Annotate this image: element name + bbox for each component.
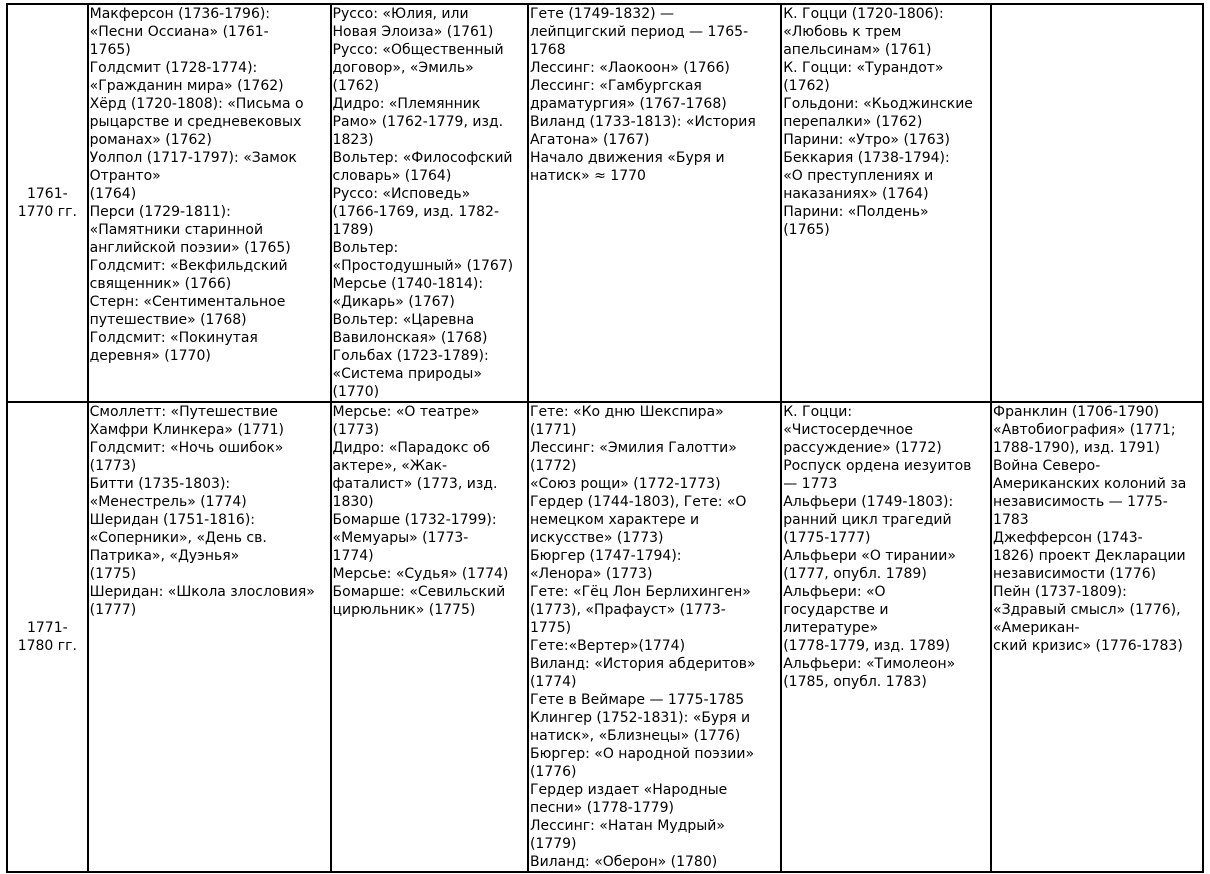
french-literature-cell xyxy=(331,4,528,402)
cell-text-line: Война Северо- xyxy=(993,458,1101,474)
cell-text-line: «Соперники», «День св. xyxy=(89,530,267,546)
cell-text-line: К. Гоцци (1720-1806): xyxy=(783,6,944,22)
cell-text-line: Бюргер: «О народной поэзии» xyxy=(529,746,755,762)
cell-text-line: 1830) xyxy=(332,494,374,510)
cell-text-line: — 1773 xyxy=(783,476,838,492)
cell-text-line: Альфьери «О тирании» xyxy=(783,548,956,564)
cell-text-line: Бомарше (1732-1799): xyxy=(332,512,497,528)
cell-text-line: «Здравый смысл» (1776), xyxy=(993,602,1181,618)
cell-text-line: 1826) проект Декларации xyxy=(993,548,1186,564)
cell-text-line: (1778-1779, изд. 1789) xyxy=(783,638,951,654)
cell-text-line: 1783 xyxy=(993,512,1029,528)
table-row-1771-1780 xyxy=(7,402,1203,872)
cell-text-line: ский кризис» (1776-1783) xyxy=(993,638,1183,654)
cell-text-line: Гете: «Ко дню Шекспира» xyxy=(529,404,724,420)
american-literature-cell xyxy=(991,4,1203,402)
cell-text-line: К. Гоцци: «Турандот» xyxy=(783,60,944,76)
cell-text-line: «О преступлениях и xyxy=(783,168,934,184)
cell-text-line: Голдсмит: «Ночь ошибок» xyxy=(89,440,284,456)
german-literature-cell xyxy=(528,4,781,402)
cell-text-line: (1764) xyxy=(89,186,137,202)
cell-text-line: литературе» xyxy=(783,620,879,636)
period-line: 1780 гг. xyxy=(17,638,77,654)
cell-text-line: Лессинг: «Натан Мудрый» xyxy=(529,818,725,834)
cell-text-line: Перси (1729-1811): xyxy=(89,204,231,220)
cell-text-line: Вольтер: xyxy=(332,240,399,256)
cell-text-line: Пейн (1737-1809): xyxy=(993,584,1127,600)
cell-text-line: Голдсмит (1728-1774): xyxy=(89,60,258,76)
cell-text-line: рыцарстве и средневековых xyxy=(89,114,302,130)
cell-text-line: «Простодушный» (1767) xyxy=(332,258,514,274)
cell-text-line: Начало движения «Буря и xyxy=(529,150,725,166)
cell-text-line: (1774) xyxy=(529,674,577,690)
cell-text-line: «Ленора» (1773) xyxy=(529,566,653,582)
cell-text-line: Альфьери (1749-1803): xyxy=(783,494,954,510)
cell-text-line: 1774) xyxy=(332,548,374,564)
cell-text-line: Франклин (1706-1790) xyxy=(993,404,1160,420)
cell-text-line: (1762) xyxy=(783,78,830,94)
cell-text-line: (1775-1777) xyxy=(783,530,871,546)
cell-text-line: путешествие» (1768) xyxy=(89,312,247,328)
cell-text-line: «Автобиография» (1771; xyxy=(993,422,1176,438)
cell-text-line: (1762) xyxy=(332,78,380,94)
cell-text-line: Виланд: «Оберон» (1780) xyxy=(529,854,718,870)
cell-text-line: романах» (1762) xyxy=(89,132,212,148)
italian-literature-cell xyxy=(781,4,991,402)
cell-text-line: Гете в Веймаре — 1775-1785 xyxy=(529,692,745,708)
cell-text-line: Агатона» (1767) xyxy=(529,132,650,148)
cell-text-line: 1775) xyxy=(529,620,572,636)
cell-text-line: фаталист» (1773, изд. xyxy=(332,476,498,492)
cell-text-line: рассуждение» (1772) xyxy=(783,440,942,456)
cell-text-line: натиск», «Близнецы» (1776) xyxy=(529,728,741,744)
period-line: 1761- xyxy=(26,186,68,202)
cell-text-line: Парини: «Полдень» xyxy=(783,204,929,220)
cell-text-line: Парини: «Утро» (1763) xyxy=(783,132,951,148)
cell-text-line: договор», «Эмиль» xyxy=(332,60,474,76)
cell-text-line: словарь» (1764) xyxy=(332,168,452,184)
chronology-table xyxy=(6,3,1204,873)
cell-text-line: Гердер издает «Народные xyxy=(529,782,728,798)
cell-text-line: «Дикарь» (1767) xyxy=(332,294,455,310)
cell-text-line: ранний цикл трагедий xyxy=(783,512,952,528)
cell-text-line: Гете:«Вертер»(1774) xyxy=(529,638,686,654)
cell-text-line: перепалки» (1762) xyxy=(783,114,923,130)
cell-text-line: драматургия» (1767-1768) xyxy=(529,96,727,112)
cell-text-line: Альфьери: «Тимолеон» xyxy=(783,656,956,672)
cell-text-line: (1773) xyxy=(332,422,380,438)
cell-text-line: (1771) xyxy=(529,422,577,438)
cell-text-line: Клингер (1752-1831): «Буря и xyxy=(529,710,751,726)
cell-text-line: (1775) xyxy=(89,566,137,582)
cell-text-line: Смоллетт: «Путешествие xyxy=(89,404,278,420)
period-cell xyxy=(7,402,88,872)
period-line: 1770 гг. xyxy=(17,204,77,220)
cell-text-line: Шеридан: «Школа злословия» xyxy=(89,584,315,600)
cell-text-line: «Памятники старинной xyxy=(89,222,264,238)
cell-text-line: деревня» (1770) xyxy=(89,348,211,364)
cell-text-line: Стерн: «Сентиментальное xyxy=(89,294,286,310)
cell-text-line: Мерсье: «Судья» (1774) xyxy=(332,566,509,582)
cell-text-line: К. Гоцци: xyxy=(783,404,853,420)
cell-text-line: (1766-1769, изд. 1782- xyxy=(332,204,500,220)
cell-text-line: «Чистосердечное xyxy=(783,422,913,438)
cell-text-line: «Мемуары» (1773- xyxy=(332,530,469,546)
cell-text-line: апельсинам» (1761) xyxy=(783,42,932,58)
cell-text-line: 1788-1790), изд. 1791) xyxy=(993,440,1160,456)
cell-text-line: Гете: «Гёц Лон Берлихинген» xyxy=(529,584,751,600)
cell-text-line: Патрика», «Дуэнья» xyxy=(89,548,240,564)
cell-text-line: (1773), «Прафауст» (1773- xyxy=(529,602,726,618)
cell-text-line: Хамфри Клинкера» (1771) xyxy=(89,422,285,438)
cell-text-line: (1772) xyxy=(529,458,577,474)
cell-text-line: Американских колоний за xyxy=(993,476,1187,492)
cell-text-line: Вольтер: «Царевна xyxy=(332,312,475,328)
cell-text-line: 1823) xyxy=(332,132,374,148)
cell-text-line: английской поэзии» (1765) xyxy=(89,240,291,256)
cell-text-line: (1777) xyxy=(89,602,137,618)
cell-text-line: 1768 xyxy=(529,42,566,58)
cell-text-line: Гете (1749-1832) — xyxy=(529,6,675,22)
cell-text-line: Рамо» (1762-1779, изд. xyxy=(332,114,504,130)
cell-text-line: Новая Элоиза» (1761) xyxy=(332,24,494,40)
cell-text-line: Руссо: «Исповедь» xyxy=(332,186,471,202)
american-literature-cell xyxy=(991,402,1203,872)
cell-text-line: 1765) xyxy=(89,42,131,58)
italian-literature-cell xyxy=(781,402,991,872)
period-cell xyxy=(7,4,88,402)
cell-text-line: Гердер (1744-1803), Гете: «О xyxy=(529,494,747,510)
cell-text-line: (1776) xyxy=(529,764,577,780)
cell-text-line: Виланд: «История абдеритов» xyxy=(529,656,756,672)
cell-text-line: Уолпол (1717-1797): «Замок xyxy=(89,150,297,166)
cell-text-line: государстве и xyxy=(783,602,889,618)
period-line: 1771- xyxy=(26,620,68,636)
cell-text-line: Голдсмит: «Векфильдский xyxy=(89,258,288,274)
cell-text-line: «Американ- xyxy=(993,620,1080,636)
english-literature-cell xyxy=(88,4,331,402)
cell-text-line: «Менестрель» (1774) xyxy=(89,494,247,510)
cell-text-line: (1777, опубл. 1789) xyxy=(783,566,927,582)
cell-text-line: Лессинг: «Гамбургская xyxy=(529,78,702,94)
cell-text-line: Лессинг: «Лаокоон» (1766) xyxy=(529,60,730,76)
cell-text-line: Альфьери: «О xyxy=(783,584,886,600)
cell-text-line: Роспуск ордена иезуитов xyxy=(783,458,972,474)
cell-text-line: «Система природы» xyxy=(332,366,482,382)
cell-text-line: Мерсье: «О театре» xyxy=(332,404,480,420)
french-literature-cell xyxy=(331,402,528,872)
cell-text-line: натиск» ≈ 1770 xyxy=(529,168,646,184)
cell-text-line: Голдсмит: «Покинутая xyxy=(89,330,258,346)
cell-text-line: Хёрд (1720-1808): «Письма о xyxy=(89,96,304,112)
cell-text-line: независимость — 1775- xyxy=(993,494,1168,510)
cell-text-line: Вавилонская» (1768) xyxy=(332,330,488,346)
cell-text-line: «Любовь к трем xyxy=(783,24,902,40)
cell-text-line: Руссо: «Общественный xyxy=(332,42,504,58)
cell-text-line: песни» (1778-1779) xyxy=(529,800,674,816)
cell-text-line: «Песни Оссиана» (1761- xyxy=(89,24,269,40)
cell-text-line: (1770) xyxy=(332,384,380,400)
cell-text-line: (1779) xyxy=(529,836,577,852)
cell-text-line: Макферсон (1736-1796): xyxy=(89,6,271,22)
table-row-1761-1770 xyxy=(7,4,1203,402)
cell-text-line: Лессинг: «Эмилия Галотти» xyxy=(529,440,737,456)
cell-text-line: независимости (1776) xyxy=(993,566,1157,582)
cell-text-line: Гольбах (1723-1789): xyxy=(332,348,489,364)
cell-text-line: Джефферсон (1743- xyxy=(993,530,1143,546)
cell-text-line: Бомарше: «Севильский xyxy=(332,584,506,600)
cell-text-line: искусстве» (1773) xyxy=(529,530,664,546)
cell-text-line: Дидро: «Парадокс об xyxy=(332,440,491,456)
cell-text-line: Бюргер (1747-1794): xyxy=(529,548,682,564)
cell-text-line: лейпцигский период — 1765- xyxy=(529,24,749,40)
cell-text-line: Руссо: «Юлия, или xyxy=(332,6,469,22)
english-literature-cell xyxy=(88,402,331,872)
cell-text-line: Гольдони: «Кьоджинские xyxy=(783,96,973,112)
cell-text-line: Виланд (1733-1813): «История xyxy=(529,114,756,130)
cell-text-line: Вольтер: «Философский xyxy=(332,150,513,166)
cell-text-line: 1789) xyxy=(332,222,374,238)
cell-text-line: актере», «Жак- xyxy=(332,458,448,474)
cell-text-line: цирюльник» (1775) xyxy=(332,602,476,618)
cell-text-line: Отранто» xyxy=(89,168,161,184)
cell-text-line: наказаниях» (1764) xyxy=(783,186,929,202)
cell-text-line: (1765) xyxy=(783,222,830,238)
cell-text-line: (1785, опубл. 1783) xyxy=(783,674,927,690)
cell-text-line: Беккария (1738-1794): xyxy=(783,150,950,166)
cell-text-line: «Союз рощи» (1772-1773) xyxy=(529,476,721,492)
german-literature-cell xyxy=(528,402,781,872)
cell-text-line: Битти (1735-1803): xyxy=(89,476,231,492)
cell-text-line: священник» (1766) xyxy=(89,276,232,292)
cell-text-line: немецком характере и xyxy=(529,512,700,528)
cell-text-line: Шеридан (1751-1816): xyxy=(89,512,256,528)
cell-text-line: (1773) xyxy=(89,458,137,474)
cell-text-line: Дидро: «Племянник xyxy=(332,96,481,112)
cell-text-line: Мерсье (1740-1814): xyxy=(332,276,484,292)
cell-text-line: «Гражданин мира» (1762) xyxy=(89,78,284,94)
